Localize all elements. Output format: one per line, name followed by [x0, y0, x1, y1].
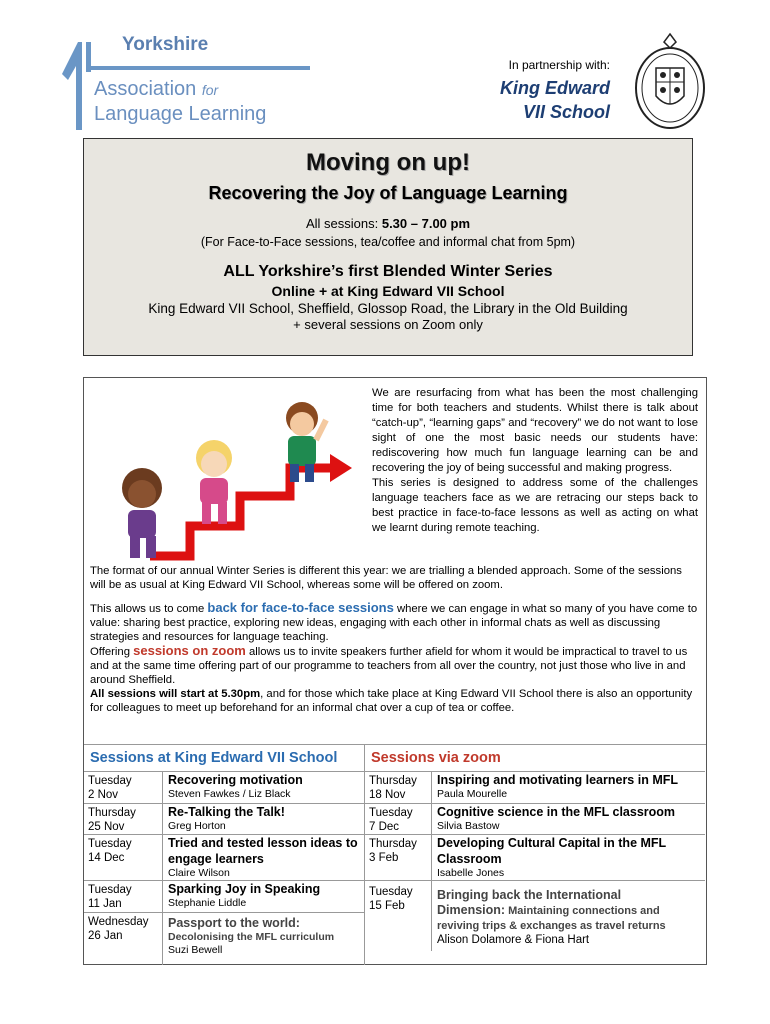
school-sessions-column [84, 745, 365, 965]
session-title: Recovering motivation [168, 773, 303, 787]
logo-language-learning: Language Learning [94, 103, 267, 125]
header-box [83, 138, 693, 356]
session-speaker: Stephanie Liddle [168, 897, 247, 909]
session-title: Passport to the world: [168, 916, 300, 930]
session-speaker: Isabelle Jones [437, 867, 505, 879]
sessions-table [84, 744, 706, 956]
session-subtitle: Decolonising the MFL curriculum [168, 931, 335, 943]
session-title: Tried and tested lesson ideas to engage learners [168, 836, 358, 866]
session-row [365, 772, 705, 804]
session-speaker: Alison Dolamore & Fiona Hart [437, 934, 590, 946]
session-row [365, 881, 705, 951]
all-logo-mark-icon [56, 36, 94, 132]
body-paragraph-1: The format of our annual Winter Series is different this year: we are trialling a blended approach. Some of the sessions will be as usual at King Edward VII School, whereas some will be offered on zoom. [90, 565, 682, 591]
logo-yorkshire: Yorkshire [122, 34, 209, 55]
session-row [365, 835, 705, 881]
logo-association: Association for [94, 78, 219, 100]
intro-text [372, 386, 698, 536]
session-speaker: Suzi Bewell [168, 944, 223, 956]
session-speaker: Steven Fawkes / Liz Black [168, 788, 291, 800]
partnership-block [500, 58, 610, 124]
intro-paragraph-2: This series is designed to address some of the challenges language teachers face as we are retracing our steps back to best practice in face-to-face lessons as well as acting on what we learnt during remote teaching. [372, 477, 698, 534]
school-name: King Edward VII School [499, 78, 610, 122]
page-subtitle: Recovering the Joy of Language Learning [208, 183, 568, 203]
body-paragraph-3: Offering sessions on zoom allows us to invite speakers further afield for whom it would be impractical to travel to us and at the same time offering part of our programme to teachers from all over the country, not just those who live in and around Sheffield. [90, 643, 688, 686]
session-speaker: Paula Mourelle [437, 788, 508, 800]
session-row [84, 804, 364, 835]
session-title: Re-Talking the Talk! [168, 805, 285, 819]
session-row [365, 804, 705, 835]
session-date: Thursday 3 Feb [369, 838, 417, 864]
session-date: Tuesday 14 Dec [88, 838, 132, 864]
main-content-box [83, 377, 707, 965]
session-date: Thursday 25 Nov [88, 807, 136, 833]
body-paragraph-2: This allows us to come back for face-to-face sessions where we can engage in what so many of you have come to value: sharing best practice, exploring new ideas, engaging with each other in informal chats as well as discussing strategies and resources for language teaching. [90, 600, 698, 643]
children-climbing-steps-illustration [90, 396, 360, 566]
series-title: ALL Yorkshire’s first Blended Winter Series [223, 263, 553, 280]
session-date: Tuesday 7 Dec [369, 807, 413, 833]
page-title: Moving on up! [306, 149, 470, 176]
session-speaker: Claire Wilson [168, 867, 230, 879]
session-date: Tuesday 11 Jan [88, 884, 132, 910]
session-subtitle: Dimension: Maintaining connections and reviving trips & exchanges as travel returns [437, 903, 666, 932]
session-date: Tuesday 15 Feb [369, 886, 413, 912]
session-title: Inspiring and motivating learners in MFL [437, 773, 678, 787]
tea-note: (For Face-to-Face sessions, tea/coffee and informal chat from 5pm) [200, 235, 576, 249]
all-logo [56, 30, 316, 130]
session-date: Tuesday 2 Nov [88, 775, 132, 801]
venue-line: King Edward VII School, Sheffield, Glossop Road, the Library in the Old Building [148, 301, 628, 316]
session-title: Bringing back the International [437, 888, 622, 902]
zoom-line: + several sessions on Zoom only [293, 317, 483, 332]
session-title: Sparking Joy in Speaking [168, 882, 321, 896]
body-paragraph-4: All sessions will start at 5.30pm, and for those which take place at King Edward VII School there is also an opportunity for colleagues to meet up beforehand for an informal chat over a cup of tea or coffee. [90, 688, 693, 714]
partnership-label: In partnership with: [508, 58, 610, 72]
school-sessions-heading: Sessions at King Edward VII School [84, 745, 364, 772]
body-text [90, 564, 700, 724]
session-title: Developing Cultural Capital in the MFL Classroom [437, 836, 666, 866]
session-row [84, 881, 364, 913]
session-row [84, 835, 364, 881]
online-line: Online + at King Edward VII School [271, 283, 505, 299]
school-crest-icon [632, 30, 708, 132]
zoom-sessions-column [365, 745, 705, 951]
logo-divider [86, 66, 310, 70]
session-row [84, 772, 364, 804]
intro-paragraph-1: We are resurfacing from what has been the most challenging time for both teachers and students. Whilst there is talk about “catch-up”, “learning gaps” and “recovery” we do not want to lose sight of one the most basic needs our students have: rediscovering how much fun language learning can be and recovering the joy of being successful and making progress. [372, 387, 698, 474]
zoom-sessions-heading: Sessions via zoom [365, 745, 705, 772]
session-date: Wednesday 26 Jan [88, 916, 149, 942]
session-title: Cognitive science in the MFL classroom [437, 805, 676, 819]
session-speaker: Silvia Bastow [437, 820, 500, 832]
session-row [84, 913, 364, 965]
sessions-time-line: All sessions: 5.30 – 7.00 pm [305, 216, 471, 231]
session-date: Thursday 18 Nov [369, 775, 417, 801]
session-speaker: Greg Horton [168, 820, 226, 832]
